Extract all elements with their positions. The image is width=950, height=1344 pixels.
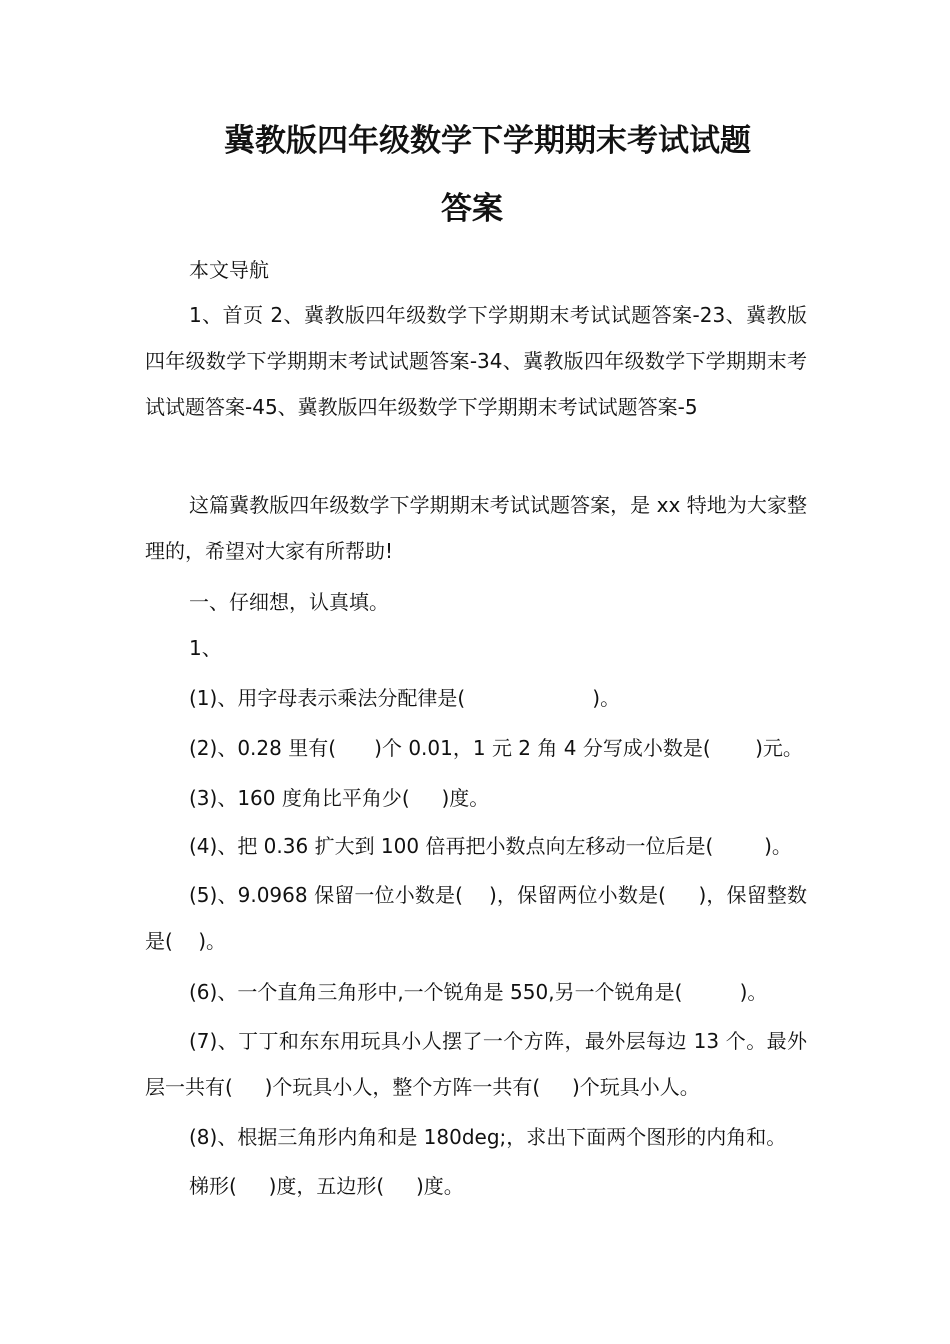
question-1-item-8-answer-line: 梯形( )度，五边形( )度。	[189, 1174, 464, 1198]
document-title-line-1: 冀教版四年级数学下学期期末考试试题	[224, 123, 751, 159]
section-1-heading: 一、仔细想，认真填。	[189, 590, 389, 614]
question-1-item-4: (4)、把 0.36 扩大到 100 倍再把小数点向左移动一位后是( )。	[189, 834, 792, 858]
nav-items-paragraph: 1、首页 2、冀教版四年级数学下学期期末考试试题答案-23、冀教版四年级数学下学期期末考试试题答案-34、冀教版四年级数学下学期期末考试试题答案-45、冀教版四年级数学下学期期末考试试题答案-5	[145, 303, 807, 419]
document-title-line-2: 答案	[441, 191, 503, 227]
question-1-item-5: (5)、9.0968 保留一位小数是( )，保留两位小数是( )，保留整数是( )。	[145, 883, 807, 953]
question-1-item-7: (7)、丁丁和东东用玩具小人摆了一个方阵，最外层每边 13 个。最外层一共有( )个玩具小人，整个方阵一共有( )个玩具小人。	[145, 1029, 807, 1099]
nav-heading: 本文导航	[189, 258, 269, 282]
question-1-label: 1、	[189, 636, 222, 660]
question-1-item-3: (3)、160 度角比平角少( )度。	[189, 786, 490, 810]
question-1-item-6: (6)、一个直角三角形中,一个锐角是 550,另一个锐角是( )。	[189, 980, 768, 1004]
question-1-item-2: (2)、0.28 里有( )个 0.01，1 元 2 角 4 分写成小数是( )元。	[189, 736, 803, 760]
question-1-item-1: (1)、用字母表示乘法分配律是( )。	[189, 686, 621, 710]
intro-paragraph: 这篇冀教版四年级数学下学期期末考试试题答案，是 xx 特地为大家整理的，希望对大家有所帮助!	[145, 493, 807, 563]
question-1-item-8: (8)、根据三角形内角和是 180deg;，求出下面两个图形的内角和。	[189, 1125, 787, 1149]
